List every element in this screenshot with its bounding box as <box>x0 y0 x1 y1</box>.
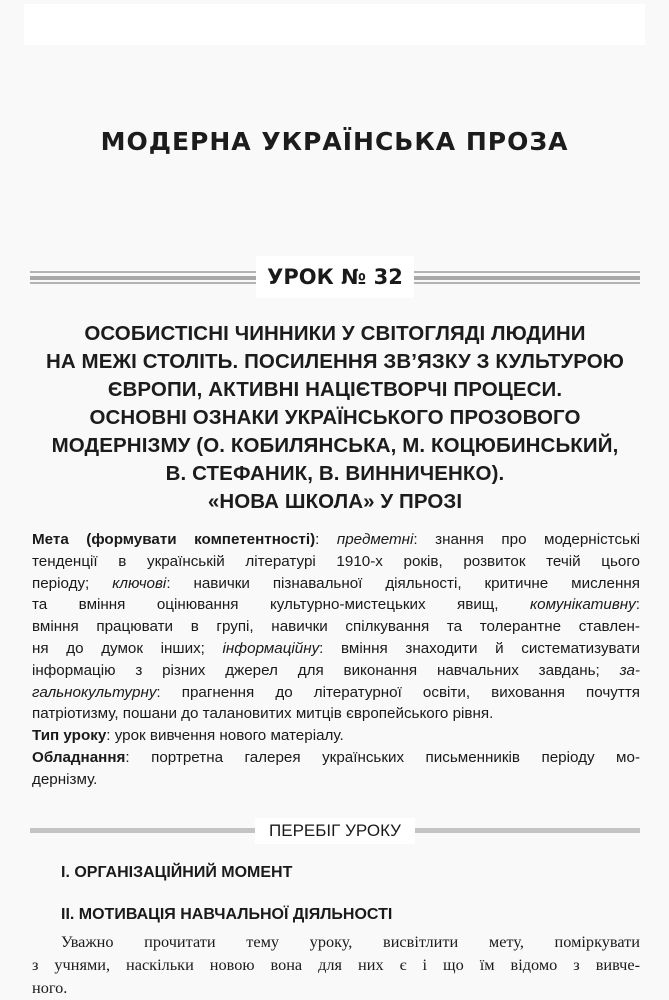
general-competence-label: гальнокультурну <box>32 683 157 701</box>
equipment-label: Обладнання <box>32 748 126 766</box>
goal-line: вміння працювати в групі, навички спілкування та толерантне ставлен- <box>32 618 640 636</box>
topic-line: НА МЕЖІ СТОЛІТЬ. ПОСИЛЕННЯ ЗВ’ЯЗКУ З КУЛЬТУРОЮ <box>45 350 625 373</box>
topic-line: ЄВРОПИ, АКТИВНІ НАЦІЄТВОРЧІ ПРОЦЕСИ. <box>107 378 563 401</box>
general-competence-label: за- <box>619 661 640 679</box>
goal-line: ня до думок інших; інформаційну: вміння знаходити й систематизувати <box>32 639 640 657</box>
topic-line: ОСНОВНІ ОЗНАКИ УКРАЇНСЬКОГО ПРОЗОВОГО <box>89 406 581 429</box>
body-line: ного. <box>32 978 68 997</box>
equipment-paragraph <box>32 747 640 791</box>
chapter-title: МОДЕРНА УКРАЇНСЬКА ПРОЗА <box>100 127 569 156</box>
lesson-type-line <box>32 725 640 747</box>
body-line: з учнями, наскільки новою вона для них є і що їм відомо з вивче- <box>32 955 640 974</box>
goal-label: Мета (формувати компетентності) <box>32 531 316 548</box>
lesson-number: УРОК № 32 <box>256 256 414 298</box>
motivation-body <box>32 930 640 999</box>
goal-line: патріотизму, пошани до талановитих митців європейського рівня. <box>32 705 494 723</box>
equipment-line: Обладнання: портретна галерея українських письменників періоду мо- <box>32 748 640 766</box>
top-banner <box>24 4 645 45</box>
course-heading: ПЕРЕБІГ УРОКУ <box>255 818 415 844</box>
goal-line: тенденції в українській літературі 1910-х років, розвиток течій цього <box>32 552 640 570</box>
lesson-type-paragraph <box>32 725 640 747</box>
key-competence-label: ключові <box>112 574 167 592</box>
subject-competence-label: предметні <box>336 531 414 548</box>
goal-line: та вміння оцінювання культурно-мистецьких явищ, комунікативну: <box>32 596 640 614</box>
lesson-divider <box>30 264 640 292</box>
lesson-type-label: Тип уроку <box>32 727 107 745</box>
goal-line: інформацію з різних джерел для виконання навчальних завдань; за- <box>32 661 640 679</box>
information-competence-label: інформаційну <box>222 639 320 657</box>
goal-paragraph <box>32 529 640 725</box>
section-heading-motivation: II. МОТИВАЦІЯ НАВЧАЛЬНОЇ ДІЯЛЬНОСТІ <box>61 906 393 923</box>
goal-line: періоду; ключові: навички пізнавальної діяльності, критичне мислення <box>32 574 640 592</box>
equipment-line: дернізму. <box>32 770 98 788</box>
body-line: Уважно прочитати тему уроку, висвітлити мету, поміркувати <box>61 932 640 951</box>
goal-line: гальнокультурну: прагнення до літературної освіти, виховання почуття <box>32 683 640 701</box>
topic-line: ОСОБИСТІСНІ ЧИННИКИ У СВІТОГЛЯДІ ЛЮДИНИ <box>84 322 586 345</box>
course-divider <box>30 818 640 844</box>
goal-line: Мета (формувати компетентності): предметні: знання про модерністські <box>32 531 640 548</box>
topic-line: «НОВА ШКОЛА» У ПРОЗІ <box>207 490 463 513</box>
lesson-meta <box>32 529 640 791</box>
topic-line: МОДЕРНІЗМУ (О. КОБИЛЯНСЬКА, М. КОЦЮБИНСЬКИЙ, <box>51 434 619 457</box>
section-heading-organizational: I. ОРГАНІЗАЦІЙНИЙ МОМЕНТ <box>61 864 293 881</box>
lesson-type-value: : урок вивчення нового матеріалу. <box>106 727 344 745</box>
topic-line: В. СТЕФАНИК, В. ВИННИЧЕНКО). <box>165 462 505 485</box>
lesson-topic <box>20 320 650 516</box>
communicative-competence-label: комунікативну <box>529 596 636 614</box>
